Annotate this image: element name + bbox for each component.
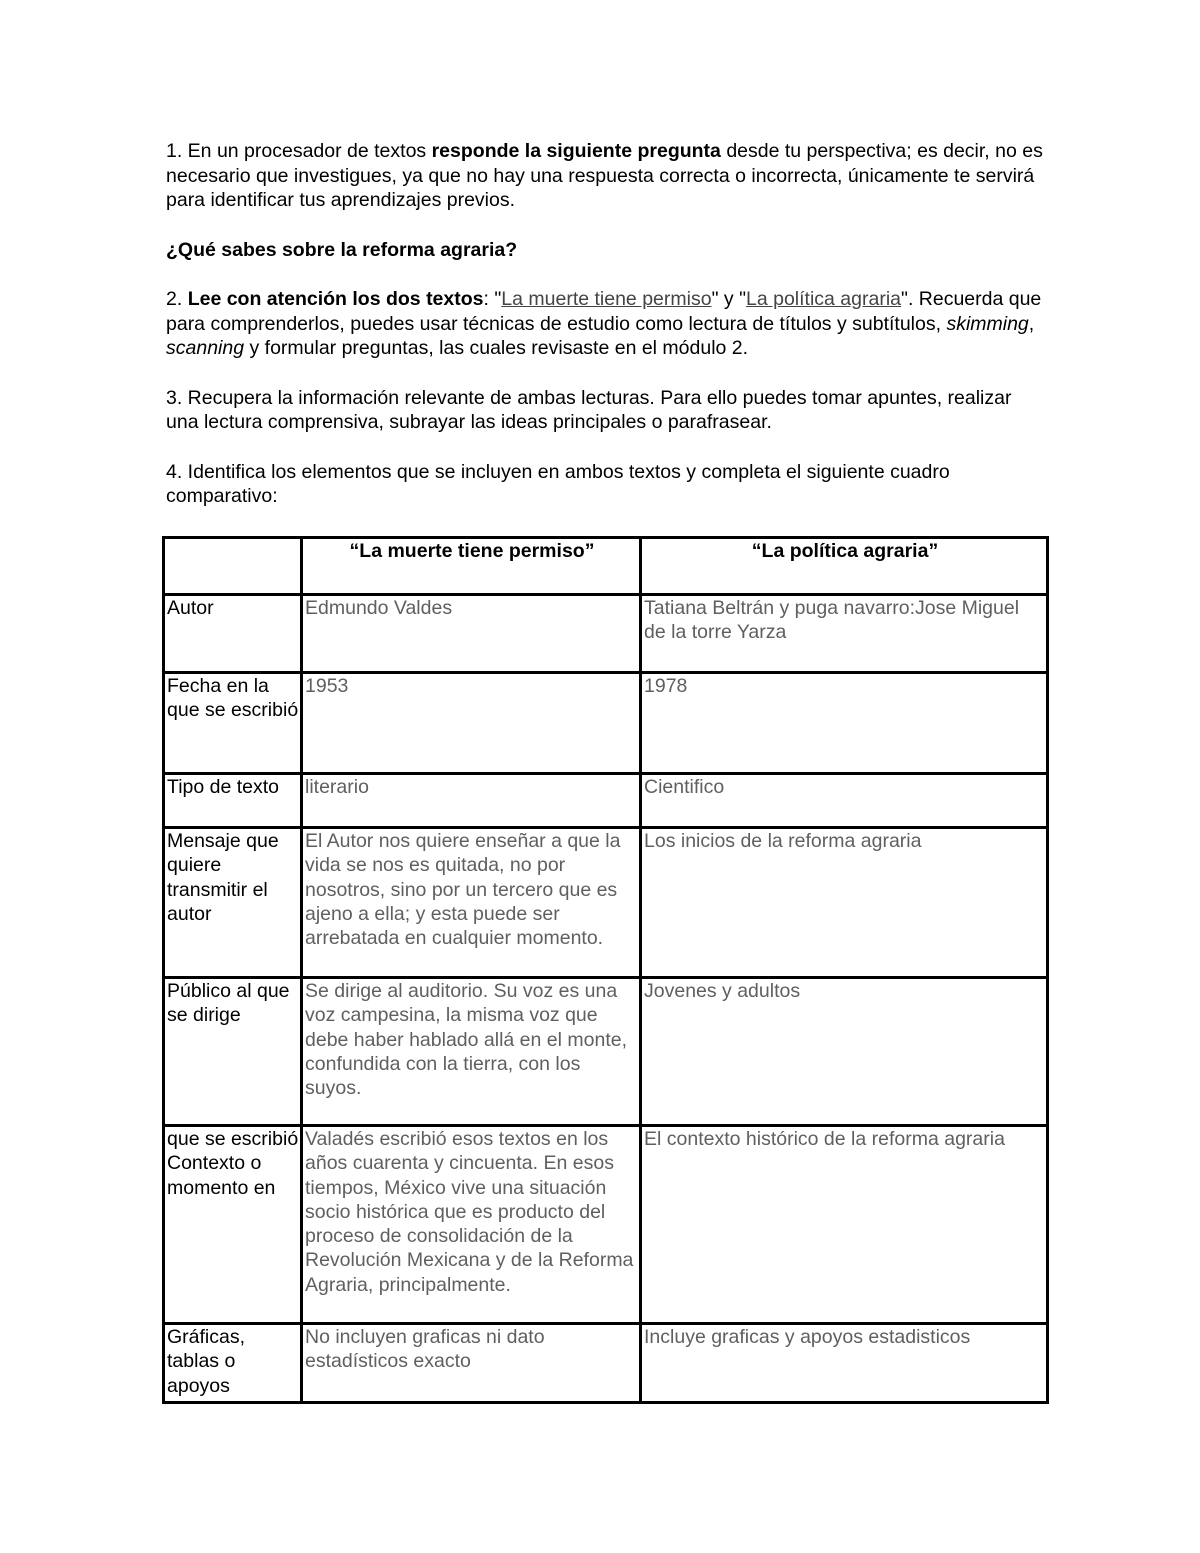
cell-answer[interactable]: Tatiana Beltrán y puga navarro:Jose Miguel de la torre Yarza <box>641 595 1048 673</box>
table-row <box>164 774 1048 828</box>
cell-answer[interactable]: Los inicios de la reforma agraria <box>641 828 1048 978</box>
row-label: Fecha en la que se escribió <box>164 673 302 774</box>
cell-answer[interactable]: Se dirige al auditorio. Su voz es una voz campesina, la misma voz que debe haber hablado allá en el monte, confundida con la tierra, con los suyos. <box>302 978 641 1126</box>
link-la-muerte-tiene-permiso[interactable]: La muerte tiene permiso <box>501 288 712 310</box>
table-row <box>164 828 1048 978</box>
cell-answer[interactable]: Incluye graficas y apoyos estadisticos <box>641 1324 1048 1403</box>
row-label: Tipo de texto <box>164 774 302 828</box>
table-header-row <box>164 538 1048 595</box>
row-label: Autor <box>164 595 302 673</box>
row-label: Gráficas, tablas o apoyos <box>164 1324 302 1403</box>
instruction-4: 4. Identifica los elementos que se incluyen en ambos textos y completa el siguiente cuadro comparativo: <box>166 460 950 507</box>
row-label: Público al que se dirige <box>164 978 302 1126</box>
cell-answer[interactable]: No incluyen graficas ni dato estadísticos exacto <box>302 1324 641 1403</box>
table-row <box>164 1126 1048 1324</box>
row-label: Mensaje que quiere transmitir el autor <box>164 828 302 978</box>
header-empty <box>164 538 302 595</box>
cell-answer[interactable]: Edmundo Valdes <box>302 595 641 673</box>
table-row <box>164 673 1048 774</box>
cell-answer[interactable]: El Autor nos quiere enseñar a que la vida se nos es quitada, no por nosotros, sino por un tercero que es ajeno a ella; y esta puede ser arrebatada en cualquier momento. <box>302 828 641 978</box>
cell-answer[interactable]: 1978 <box>641 673 1048 774</box>
cell-answer[interactable]: Valadés escribió esos textos en los años cuarenta y cincuenta. En esos tiempos, México vive una situación socio histórica que es producto del proceso de consolidación de la Revolución Mexicana y de la Reforma Agraria, principalmente. <box>302 1126 641 1324</box>
table-row <box>164 595 1048 673</box>
header-la-muerte-tiene-permiso: “La muerte tiene permiso” <box>302 538 641 595</box>
row-label: que se escribió Contexto o momento en <box>164 1126 302 1324</box>
cell-answer[interactable]: literario <box>302 774 641 828</box>
table-row <box>164 978 1048 1126</box>
table-row <box>164 1324 1048 1403</box>
instruction-1: 1. En un procesador de textos responde la siguiente pregunta desde tu perspectiva; es decir, no es necesario que investigues, ya que no hay una respuesta correcta o incorrecta, únicamente te servirá para identificar tus aprendizajes previos. <box>166 140 1043 211</box>
header-la-politica-agraria: “La política agraria” <box>641 538 1048 595</box>
instruction-2: 2. Lee con atención los dos textos: "La muerte tiene permiso" y "La política agraria". Recuerda que para comprenderlos, puedes usar técnicas de estudio como lectura de títulos y subtítulos, skimming, scanning y formular preguntas, las cuales revisaste en el módulo 2. <box>166 288 1042 359</box>
cell-answer[interactable]: El contexto histórico de la reforma agraria <box>641 1126 1048 1324</box>
instructions <box>166 139 1046 509</box>
link-la-politica-agraria[interactable]: La política agraria <box>746 288 902 310</box>
comparison-table <box>162 536 1049 1404</box>
cell-answer[interactable]: Cientifico <box>641 774 1048 828</box>
instruction-3: 3. Recupera la información relevante de ambas lecturas. Para ello puedes tomar apuntes, realizar una lectura comprensiva, subrayar las ideas principales o parafrasear. <box>166 386 1012 433</box>
question: ¿Qué sabes sobre la reforma agraria? <box>166 238 518 261</box>
cell-answer[interactable]: Jovenes y adultos <box>641 978 1048 1126</box>
cell-answer[interactable]: 1953 <box>302 673 641 774</box>
